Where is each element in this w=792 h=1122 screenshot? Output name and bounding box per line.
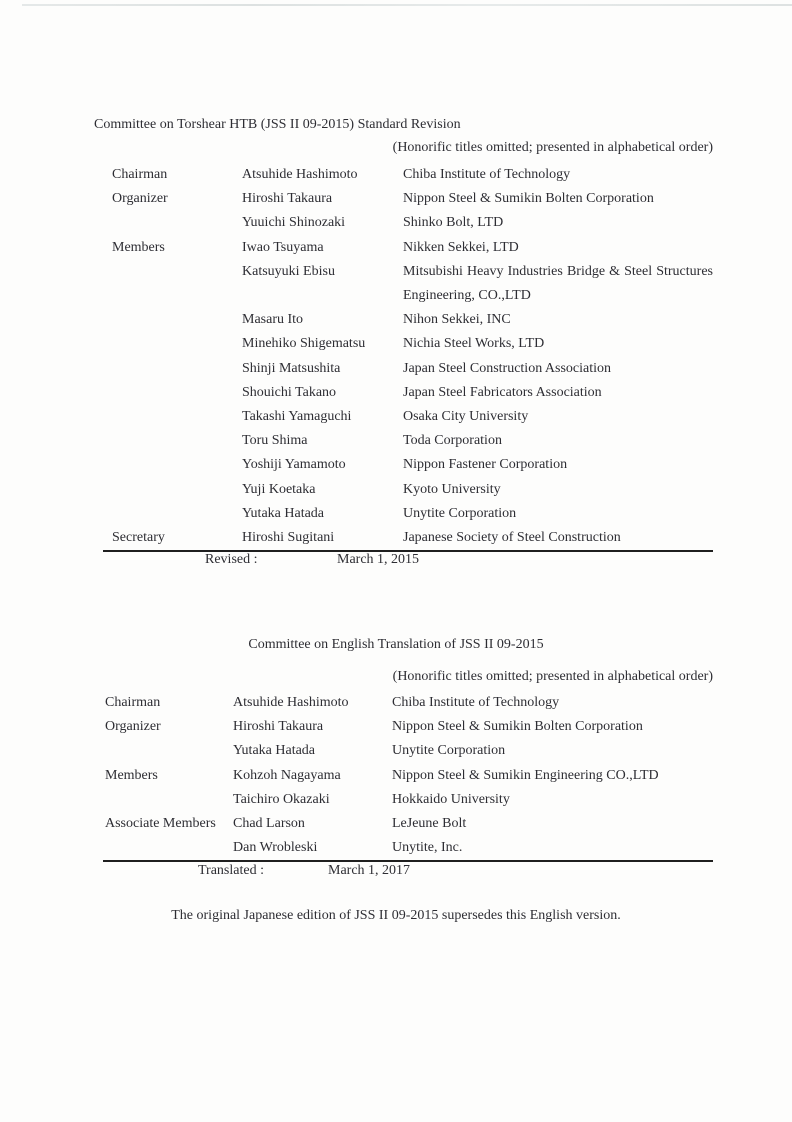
table-row <box>103 163 713 187</box>
role-cell: Members <box>112 239 165 255</box>
affiliation-cell: Nihon Sekkei, INC <box>403 312 511 328</box>
table-row <box>103 381 713 405</box>
affiliation-cell: Japan Steel Construction Association <box>403 360 612 376</box>
translated-line <box>103 863 410 879</box>
affiliation-cell: Toda Corporation <box>403 433 502 449</box>
affiliation-cell: Unytite Corporation <box>392 743 506 759</box>
role-cell: Chairman <box>112 167 168 182</box>
revised-date: March 1, 2015 <box>337 552 420 567</box>
table-row <box>103 502 713 526</box>
affiliation-cell: LeJeune Bolt <box>392 816 467 832</box>
role-cell: Associate Members <box>105 816 216 832</box>
table-row <box>103 332 713 356</box>
affiliation-cell: Kyoto University <box>403 481 501 497</box>
committee-translation-title: Committee on English Translation of JSS II 09-2015 <box>248 637 544 652</box>
table-row <box>103 836 713 860</box>
name-cell: Hiroshi Sugitani <box>242 530 335 546</box>
name-cell: Yuuichi Shinozaki <box>242 215 346 231</box>
affiliation-cell: Shinko Bolt, LTD <box>403 215 504 231</box>
role-cell: Members <box>105 767 158 783</box>
affiliation-cell: Osaka City University <box>403 409 529 425</box>
affiliation-cell: Nikken Sekkei, LTD <box>403 239 519 255</box>
name-cell: Hiroshi Takaura <box>233 719 324 735</box>
name-cell: Yuji Koetaka <box>242 481 316 497</box>
translated-date: March 1, 2017 <box>328 863 411 878</box>
name-cell: Dan Wrobleski <box>233 840 318 856</box>
table-row <box>103 260 713 308</box>
name-cell: Yutaka Hatada <box>233 743 316 759</box>
name-cell: Hiroshi Takaura <box>242 191 333 207</box>
name-cell: Toru Shima <box>242 433 308 449</box>
table-row <box>103 715 713 739</box>
role-cell: Chairman <box>105 695 161 710</box>
affiliation-cell: Nippon Fastener Corporation <box>403 457 568 473</box>
affiliation-cell: Nippon Steel & Sumikin Engineering CO.,LTD <box>392 767 659 783</box>
table-row <box>103 211 713 235</box>
table-row <box>103 236 713 260</box>
name-cell: Yoshiji Yamamoto <box>242 457 346 473</box>
name-cell: Taichiro Okazaki <box>233 791 330 807</box>
committee-revision-table <box>103 163 713 552</box>
committee-translation-honorific-note: (Honorific titles omitted; presented in alphabetical order) <box>392 669 713 684</box>
table-row <box>103 453 713 477</box>
affiliation-cell: Japanese Society of Steel Construction <box>403 530 621 546</box>
table-row <box>103 405 713 429</box>
table-row <box>103 187 713 211</box>
role-cell: Secretary <box>112 530 165 546</box>
name-cell: Chad Larson <box>233 816 305 832</box>
supersede-note: The original Japanese edition of JSS II 09-2015 supersedes this English version. <box>171 908 621 923</box>
table-row <box>103 308 713 332</box>
affiliation-cell: Nippon Steel & Sumikin Bolten Corporation <box>403 191 654 207</box>
affiliation-cell: Unytite Corporation <box>403 505 517 521</box>
table-row <box>103 739 713 763</box>
name-cell: Atsuhide Hashimoto <box>242 167 358 182</box>
affiliation-cell: Chiba Institute of Technology <box>403 167 571 182</box>
revised-line <box>103 552 419 568</box>
revised-label: Revised : <box>205 552 258 567</box>
committee-translation-table <box>103 691 713 862</box>
table-row <box>103 812 713 836</box>
name-cell: Katsuyuki Ebisu <box>242 263 335 279</box>
affiliation-cell: Mitsubishi Heavy Industries Bridge & Steel Structures Engineering, CO.,LTD <box>403 263 713 304</box>
committee-revision-title: Committee on Torshear HTB (JSS II 09-2015) Standard Revision <box>94 117 461 132</box>
name-cell: Shinji Matsushita <box>242 360 341 376</box>
table-row <box>103 788 713 812</box>
affiliation-cell: Japan Steel Fabricators Association <box>403 384 602 400</box>
name-cell: Kohzoh Nagayama <box>233 767 341 783</box>
table-row <box>103 429 713 453</box>
committee-revision-honorific-note: (Honorific titles omitted; presented in alphabetical order) <box>392 140 713 155</box>
table-row <box>103 478 713 502</box>
name-cell: Yutaka Hatada <box>242 505 325 521</box>
name-cell: Masaru Ito <box>242 312 304 328</box>
affiliation-cell: Nippon Steel & Sumikin Bolten Corporation <box>392 719 643 735</box>
name-cell: Iwao Tsuyama <box>242 239 324 255</box>
role-cell: Organizer <box>105 719 161 735</box>
name-cell: Minehiko Shigematsu <box>242 336 366 352</box>
affiliation-cell: Unytite, Inc. <box>392 840 463 856</box>
table-row <box>103 357 713 381</box>
name-cell: Atsuhide Hashimoto <box>233 695 349 710</box>
table-row <box>103 764 713 788</box>
affiliation-cell: Chiba Institute of Technology <box>392 695 560 710</box>
affiliation-cell: Nichia Steel Works, LTD <box>403 336 545 352</box>
table-row <box>103 526 713 550</box>
translated-label: Translated : <box>198 863 264 878</box>
role-cell: Organizer <box>112 191 168 207</box>
scan-artifact-line <box>22 4 792 6</box>
table-row <box>103 691 713 715</box>
affiliation-cell: Hokkaido University <box>392 791 510 807</box>
name-cell: Shouichi Takano <box>242 384 337 400</box>
name-cell: Takashi Yamaguchi <box>242 409 352 425</box>
